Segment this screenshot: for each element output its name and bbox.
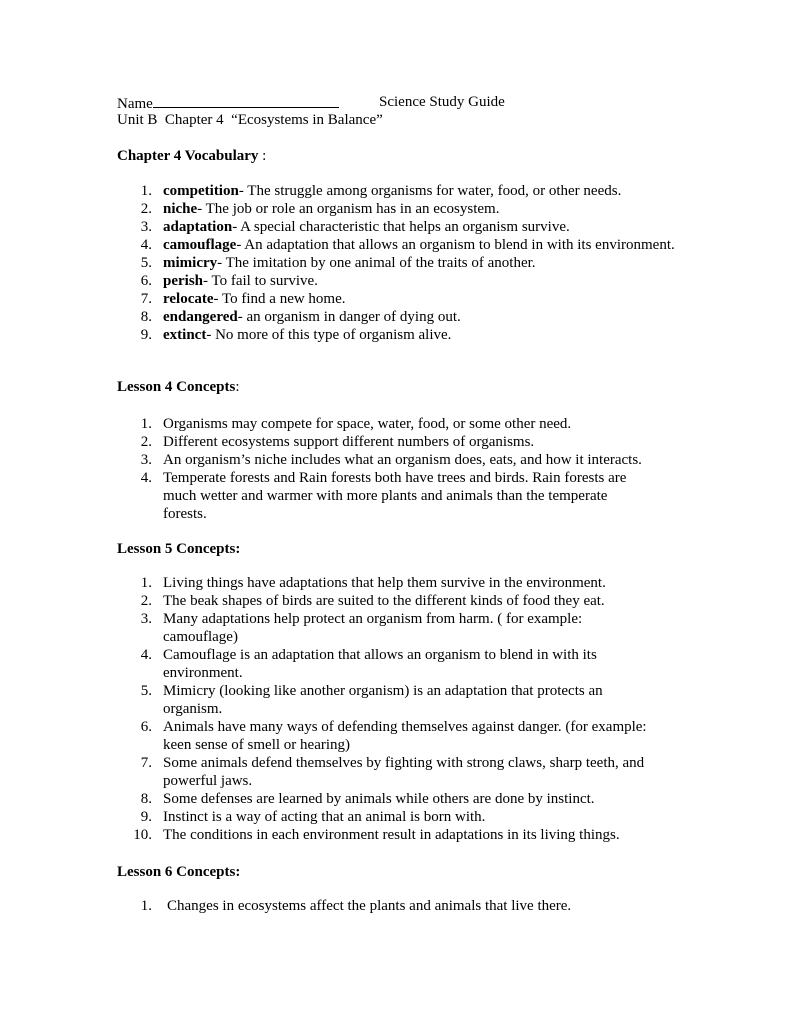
vocab-definition: - A special characteristic that helps an organism survive. (232, 219, 570, 235)
list-item (117, 451, 677, 469)
unit-line: Unit B Chapter 4 “Ecosystems in Balance” (117, 112, 383, 128)
item-number: 7. (140, 755, 152, 771)
vocabulary-heading (117, 147, 266, 165)
list-item (117, 754, 652, 790)
concept-text: An organism’s niche includes what an organism does, eats, and how it interacts. (163, 452, 642, 468)
item-number: 8. (140, 309, 152, 325)
item-number: 9. (140, 809, 152, 825)
concept-text: Animals have many ways of defending themselves against danger. (for example: keen sense of smell or hearing) (163, 719, 647, 753)
vocab-definition: - The job or role an organism has in an ecosystem. (197, 201, 500, 217)
list-item (117, 574, 652, 592)
list-item (117, 236, 677, 254)
name-label: Name (117, 96, 153, 112)
item-number: 8. (140, 791, 152, 807)
name-blank-line (153, 93, 339, 108)
list-item (117, 218, 677, 236)
item-number: 4. (140, 647, 152, 663)
guide-title: Science Study Guide (379, 94, 505, 110)
list-item (117, 272, 677, 290)
list-item (117, 469, 633, 523)
item-number: 1. (140, 183, 152, 199)
item-number: 5. (140, 255, 152, 271)
item-number: 3. (140, 452, 152, 468)
item-number: 3. (140, 611, 152, 627)
list-item (117, 200, 677, 218)
vocab-definition: - The struggle among organisms for water, food, or other needs. (238, 183, 622, 199)
concept-text: The conditions in each environment result in adaptations in its living things. (163, 827, 620, 843)
concept-text: Some animals defend themselves by fighting with strong claws, sharp teeth, and powerful jaws. (163, 755, 645, 789)
vocabulary-heading-suffix: : (258, 148, 267, 164)
list-item (117, 646, 618, 682)
list-item (117, 290, 677, 308)
list-item (117, 897, 677, 915)
vocab-definition: - an organism in danger of dying out. (237, 309, 461, 325)
item-number: 6. (140, 719, 152, 735)
item-number: 3. (140, 219, 152, 235)
vocab-definition: - No more of this type of organism alive. (206, 327, 452, 343)
concept-text: Living things have adaptations that help them survive in the environment. (163, 575, 606, 591)
list-item (117, 415, 677, 433)
vocab-term: relocate (163, 291, 214, 307)
item-number: 7. (140, 291, 152, 307)
lesson6-heading: Lesson 6 Concepts: (117, 864, 241, 880)
lesson4-heading-suffix: : (235, 379, 240, 395)
list-item (117, 182, 677, 200)
concept-text: Changes in ecosystems affect the plants and animals that live there. (167, 898, 572, 914)
name-field (117, 93, 339, 113)
item-number: 4. (140, 237, 152, 253)
vocab-term: extinct (163, 327, 207, 343)
item-number: 1. (140, 575, 152, 591)
item-number: 2. (140, 593, 152, 609)
lesson4-heading (117, 378, 240, 396)
item-number: 2. (140, 201, 152, 217)
concept-text: Mimicry (looking like another organism) is an adaptation that protects an organism. (163, 683, 603, 717)
lesson5-heading: Lesson 5 Concepts: (117, 541, 241, 557)
item-number: 4. (140, 470, 152, 486)
item-number: 2. (140, 434, 152, 450)
vocab-definition: - To find a new home. (213, 291, 346, 307)
concept-text: Many adaptations help protect an organism from harm. ( for example: camouflage) (163, 611, 583, 645)
vocabulary-list (117, 182, 677, 344)
list-item (117, 254, 677, 272)
vocab-term: camouflage (163, 237, 237, 253)
vocab-term: mimicry (163, 255, 218, 271)
list-item (117, 433, 677, 451)
vocab-term: perish (163, 273, 204, 289)
lesson5-list (117, 574, 652, 844)
list-item (117, 682, 623, 718)
vocab-definition: - An adaptation that allows an organism to blend in with its environment. (236, 237, 675, 253)
item-number: 6. (140, 273, 152, 289)
concept-text: The beak shapes of birds are suited to the different kinds of food they eat. (163, 593, 605, 609)
list-item (117, 326, 677, 344)
item-number: 1. (140, 898, 152, 914)
concept-text: Instinct is a way of acting that an animal is born with. (163, 809, 486, 825)
item-number: 9. (140, 327, 152, 343)
list-item (117, 826, 652, 844)
list-item (117, 308, 677, 326)
vocabulary-heading-text: Chapter 4 Vocabulary (117, 148, 259, 164)
concept-text: Different ecosystems support different numbers of organisms. (163, 434, 535, 450)
list-item (117, 718, 652, 754)
vocab-term: adaptation (163, 219, 233, 235)
lesson4-heading-text: Lesson 4 Concepts (117, 379, 236, 395)
list-item (117, 610, 618, 646)
vocab-term: endangered (163, 309, 238, 325)
concept-text: Some defenses are learned by animals while others are done by instinct. (163, 791, 595, 807)
vocab-term: niche (163, 201, 198, 217)
item-number: 1. (140, 416, 152, 432)
list-item (117, 790, 652, 808)
item-number: 5. (140, 683, 152, 699)
concept-text: Organisms may compete for space, water, food, or some other need. (163, 416, 572, 432)
lesson4-list (117, 415, 677, 523)
list-item (117, 808, 652, 826)
list-item (117, 592, 652, 610)
item-number: 10. (133, 827, 152, 843)
vocab-definition: - The imitation by one animal of the traits of another. (217, 255, 536, 271)
lesson6-list (117, 897, 677, 915)
concept-text: Temperate forests and Rain forests both have trees and birds. Rain forests are much wetter and warmer with more plants and animals than the temperate forests. (163, 470, 627, 522)
vocab-term: competition (163, 183, 239, 199)
concept-text: Camouflage is an adaptation that allows an organism to blend in with its environment. (163, 647, 597, 681)
vocab-definition: - To fail to survive. (203, 273, 318, 289)
